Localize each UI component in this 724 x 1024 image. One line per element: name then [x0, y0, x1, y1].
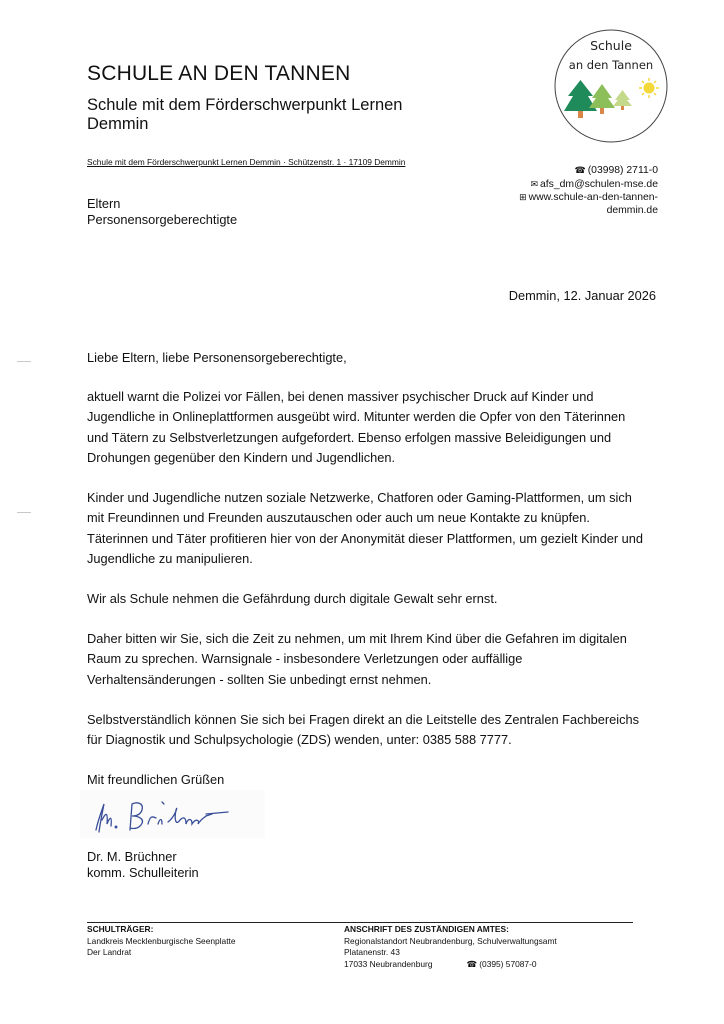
- signer-block: [87, 849, 199, 881]
- phone-number: (03998) 2711-0: [587, 165, 658, 176]
- paragraph: aktuell warnt die Polizei vor Fällen, bei denen massiver psychischer Druck auf Kinder und Jugendliche in Onlineplattformen ausgeübt wird. Mitunter werden die Opfer von den Täterinnen und Tätern zu Selbstverletzungen aufgefordert. Ebenso erfolgen massive Beleidigungen und Drohungen gegenüber den Kindern und Jugendlichen.: [87, 389, 626, 465]
- footer-line: [344, 959, 644, 971]
- website-line1[interactable]: www.schule-an-den-tannen-: [528, 192, 658, 203]
- recipient-block: [87, 196, 237, 228]
- logo-text-line1: Schule: [590, 38, 632, 53]
- footer-heading: ANSCHRIFT DES ZUSTÄNDIGEN AMTES:: [344, 924, 509, 934]
- paragraph: Kinder und Jugendliche nutzen soziale Netzwerke, Chatforen oder Gaming-Plattformen, um sich mit Freundinnen und Freunden auszutauschen oder auch um neue Kontakte zu knüpfen. Täterinnen und Täter profitieren hier von der Anonymität dieser Plattformen, um gezielt Kinder und Jugendliche zu manipulieren.: [87, 490, 644, 566]
- footer-divider: [87, 922, 633, 923]
- school-logo: [553, 28, 669, 144]
- paragraph: Selbstverständlich können Sie sich bei Fragen direkt an die Leitstelle des Zentralen Fachbereichs für Diagnostik und Schulpsychologie (ZDS) wenden, unter: 0385 588 7777.: [87, 712, 639, 748]
- fold-mark: [17, 361, 31, 362]
- footer-line: Regionalstandort Neubrandenburg, Schulverwaltungsamt: [344, 935, 557, 946]
- logo-text-line2: an den Tannen: [568, 58, 654, 72]
- recipient-line: Eltern: [87, 196, 121, 211]
- footer-line: Platanenstr. 43: [344, 947, 400, 958]
- paragraph: Wir als Schule nehmen die Gefährdung durch digitale Gewalt sehr ernst.: [87, 591, 498, 606]
- signer-title: komm. Schulleiterin: [87, 865, 199, 880]
- letter-date: Demmin, 12. Januar 2026: [508, 288, 656, 303]
- fold-mark: [17, 512, 31, 513]
- footer-school-carrier: [87, 924, 236, 959]
- contact-web: [519, 191, 658, 205]
- recipient-line: Personensorgeberechtigte: [87, 212, 238, 227]
- footer-city: 17033 Neubrandenburg: [344, 958, 433, 969]
- contact-phone: [519, 164, 658, 178]
- footer-phone: (0395) 57087-0: [479, 958, 537, 969]
- school-name: SCHULE AN DEN TANNEN: [87, 62, 351, 85]
- email-address[interactable]: afs_dm@schulen-mse.de: [540, 178, 658, 190]
- network-icon: ⊞: [519, 192, 527, 202]
- signer-name: Dr. M. Brüchner: [87, 849, 177, 864]
- contact-block: [519, 164, 658, 217]
- contact-email: [519, 178, 658, 192]
- website-line2[interactable]: demmin.de: [606, 204, 658, 216]
- paragraph: Daher bitten wir Sie, sich die Zeit zu nehmen, um mit Ihrem Kind über die Gefahren im digitalen Raum zu sprechen. Warnsignale - insbesondere Verletzungen oder auffällige Verhaltensänderungen - sollten Sie unbedingt ernst nehmen.: [87, 631, 627, 687]
- sender-address-line: Schule mit dem Förderschwerpunkt Lernen Demmin · Schützenstr. 1 · 17109 Demmin: [87, 157, 406, 167]
- subtitle-line: Schule mit dem Förderschwerpunkt Lernen: [87, 96, 403, 114]
- footer-heading: SCHULTRÄGER:: [87, 924, 154, 934]
- greeting: Liebe Eltern, liebe Personensorgeberechtigte,: [87, 350, 347, 365]
- phone-icon: ☎: [466, 958, 480, 969]
- footer-line: Landkreis Mecklenburgische Seenplatte: [87, 935, 236, 946]
- email-icon: ✉: [530, 178, 539, 189]
- school-subtitle: [87, 96, 402, 134]
- signature-image: [80, 790, 265, 838]
- sun-icon: [639, 78, 659, 98]
- phone-icon: ☎: [574, 165, 586, 175]
- footer-authority-address: [344, 924, 644, 970]
- footer-line: Der Landrat: [87, 947, 132, 958]
- subtitle-line: Demmin: [87, 115, 149, 133]
- closing: Mit freundlichen Grüßen: [87, 772, 225, 787]
